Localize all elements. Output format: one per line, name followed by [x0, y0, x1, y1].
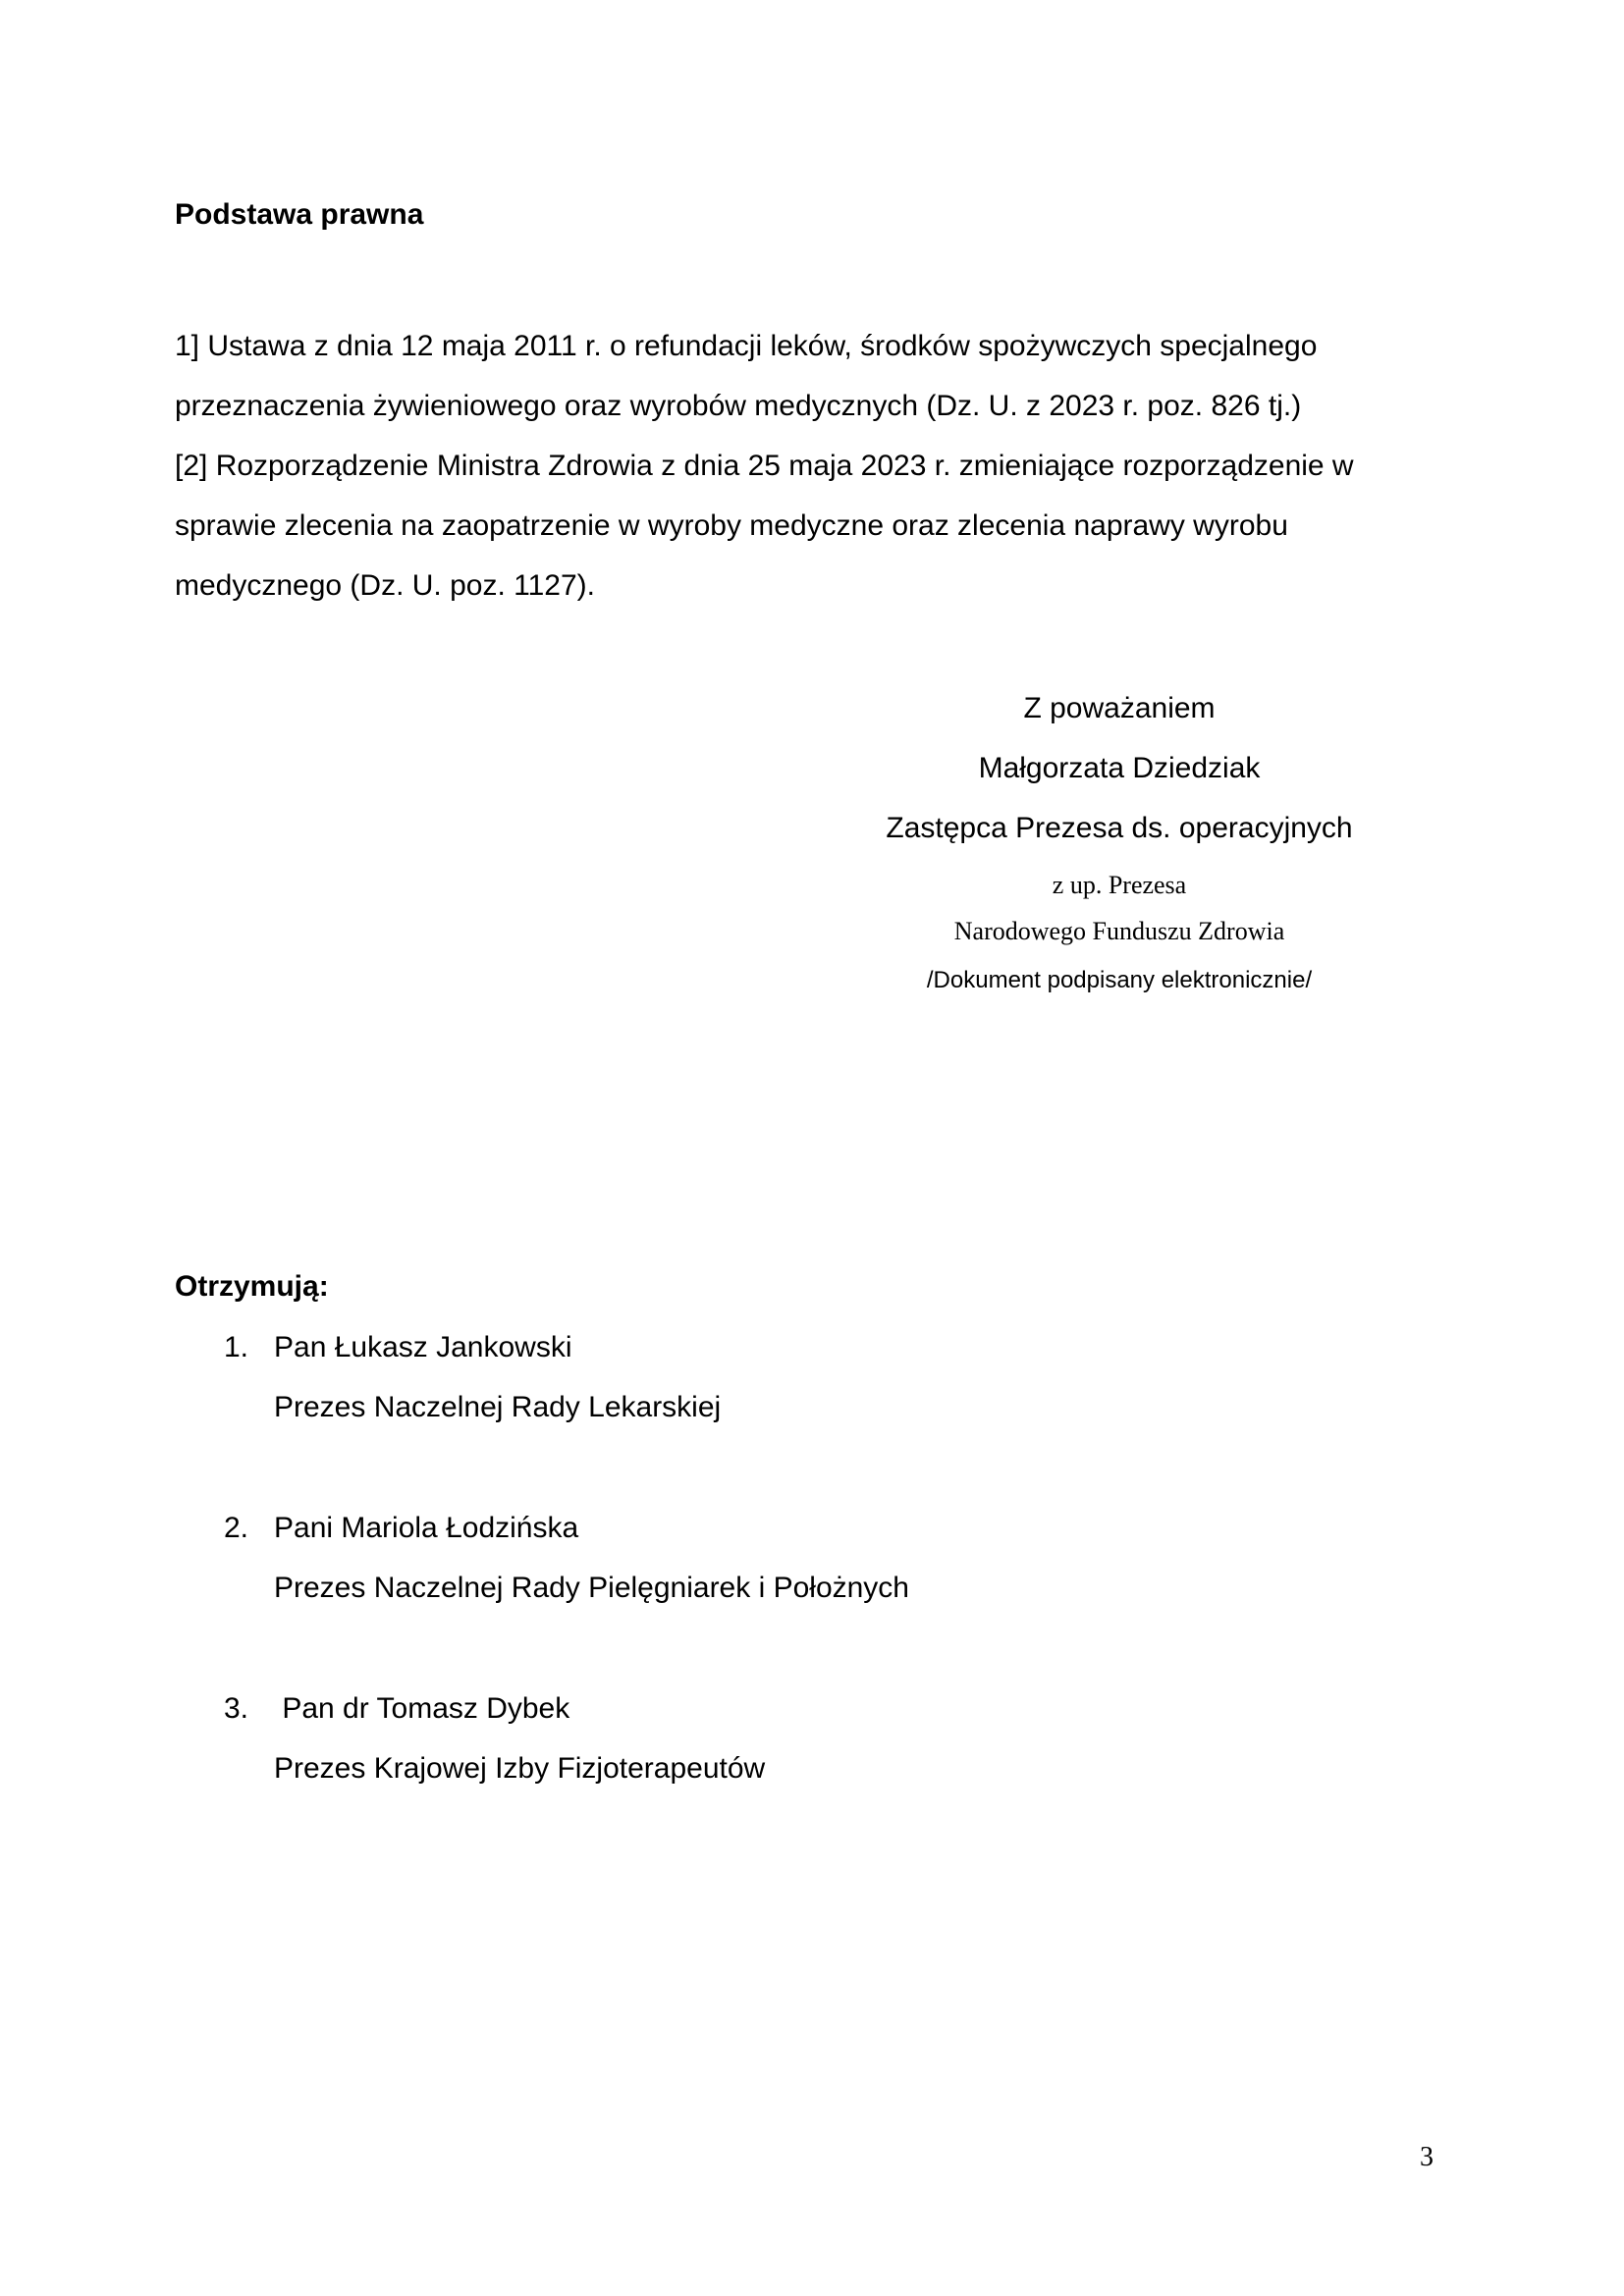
legal-basis-line: [2] Rozporządzenie Ministra Zdrowia z dnia 25 maja 2023 r. zmieniające rozporządzenie w	[175, 450, 1354, 482]
e-signature-note: /Dokument podpisany elektronicznie/	[926, 967, 1313, 993]
signature-closing: Z poważaniem	[1023, 692, 1216, 724]
legal-basis-line: sprawie zlecenia na zaopatrzenie w wyroby medyczne oraz zlecenia naprawy wyrobu	[175, 509, 1288, 542]
legal-basis-heading: Podstawa prawna	[175, 198, 424, 231]
recipient-number: 2.	[224, 1512, 249, 1544]
recipient-number: 1.	[224, 1331, 249, 1363]
recipient-name: Pan dr Tomasz Dybek	[274, 1692, 570, 1725]
recipients-heading: Otrzymują:	[175, 1270, 329, 1303]
recipient-number: 3.	[224, 1692, 249, 1725]
signature-authorization: z up. Prezesa	[1052, 871, 1187, 899]
recipient-title: Prezes Naczelnej Rady Pielęgniarek i Położnych	[274, 1572, 909, 1604]
legal-basis-line: medycznego (Dz. U. poz. 1127).	[175, 569, 595, 602]
recipient-title: Prezes Krajowej Izby Fizjoterapeutów	[274, 1752, 766, 1785]
signature-position: Zastępca Prezesa ds. operacyjnych	[886, 812, 1353, 844]
legal-basis-line: 1] Ustawa z dnia 12 maja 2011 r. o refundacji leków, środków spożywczych specjalnego	[175, 330, 1318, 362]
page-number: 3	[1420, 2142, 1434, 2172]
signature-name: Małgorzata Dziedziak	[978, 752, 1261, 784]
signature-institution: Narodowego Funduszu Zdrowia	[953, 917, 1285, 945]
recipient-name: Pani Mariola Łodzińska	[274, 1512, 579, 1544]
legal-basis-line: przeznaczenia żywieniowego oraz wyrobów medycznych (Dz. U. z 2023 r. poz. 826 tj.)	[175, 390, 1302, 422]
recipient-name: Pan Łukasz Jankowski	[274, 1331, 572, 1363]
recipient-title: Prezes Naczelnej Rady Lekarskiej	[274, 1391, 722, 1423]
